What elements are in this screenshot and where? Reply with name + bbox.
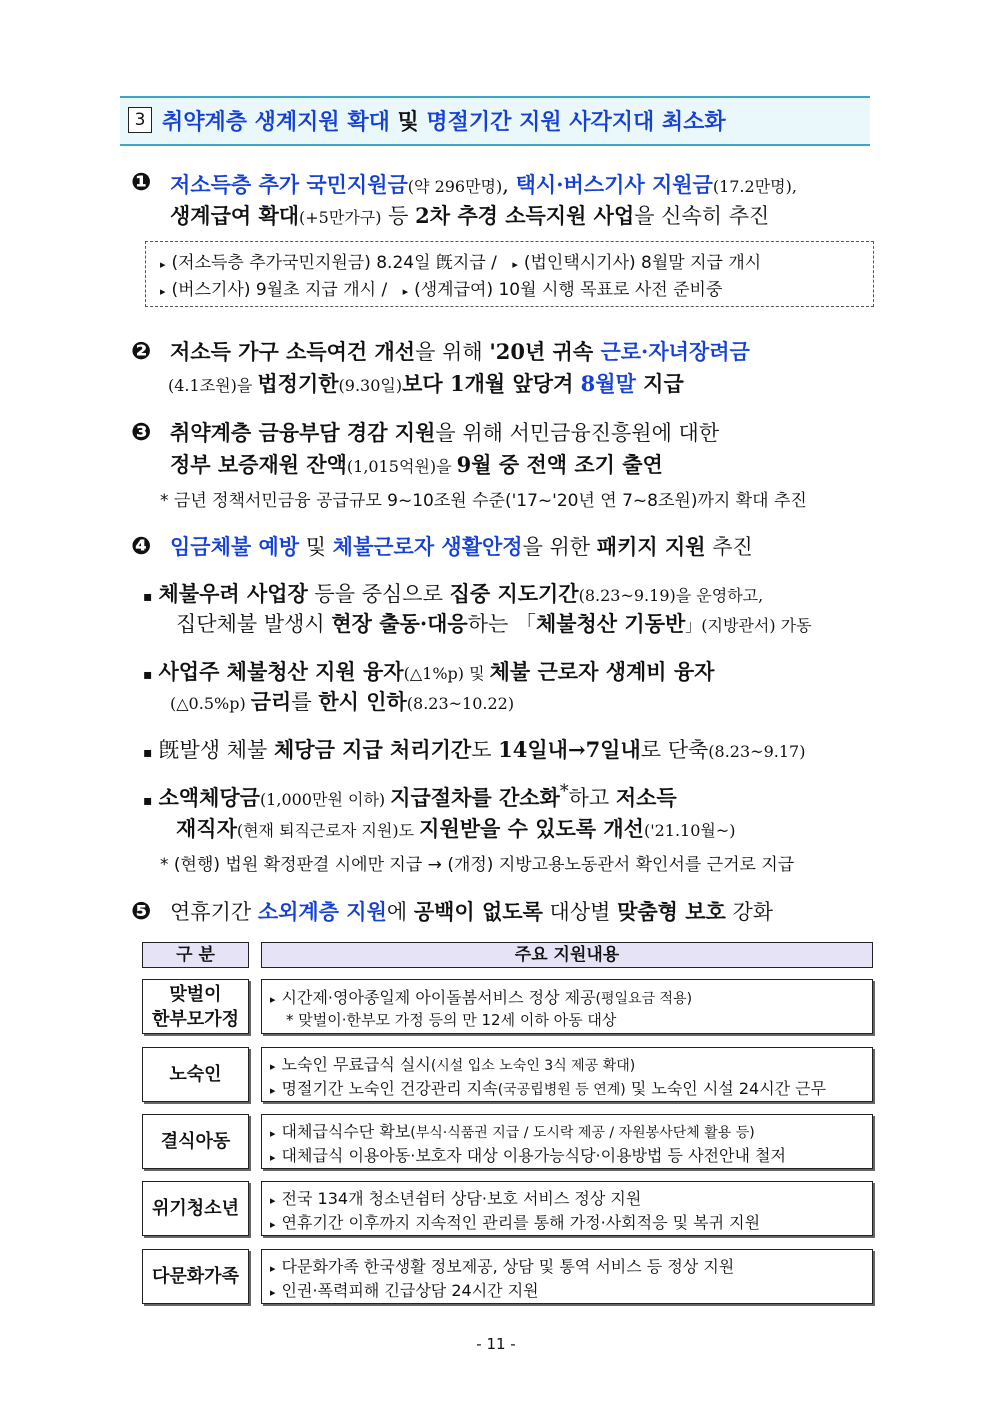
- item-2-marker: ❷: [131, 337, 152, 365]
- item-4-bullet-4-line-2: 재직자(현재 퇴직근로자 지원)도 지원받을 수 있도록 개선('21.10월~): [176, 816, 736, 841]
- section-title: 취약계층 생계지원 확대 및 명절기간 지원 사각지대 최소화: [162, 110, 726, 135]
- detail-row: ▸ (저소득층 추가국민지원금) 8.24일 旣지급 / ▸ (법인택시기사) 8월말 지급 개시: [160, 253, 762, 273]
- item-4-marker: ❹: [131, 532, 152, 560]
- section-number: 3: [128, 107, 152, 133]
- item-4-note: * (현행) 법원 확정판결 시에만 지급 → (개정) 지방고용노동관서 확인서를 근거로 지급: [160, 855, 795, 875]
- item-5-title: 연휴기간 소외계층 지원에 공백이 없도록 대상별 맞춤형 보호 강화: [170, 899, 774, 924]
- table-row-content: ▸ 전국 134개 청소년쉼터 상담·보호 서비스 정상 지원 ▸ 연휴기간 이후까지 지속적인 관리를 통해 가정·사회적응 및 복귀 지원: [261, 1181, 873, 1236]
- item-4-bullet-3: ▪ 旣발생 체불 체당금 지급 처리기간도 14일내→7일내로 단축(8.23~9.17): [143, 737, 806, 762]
- detail-row: ▸ (버스기사) 9월초 지급 개시 / ▸ (생계급여) 10월 시행 목표로 사전 준비중: [160, 280, 723, 300]
- item-4-bullet-2-line-1: ▪ 사업주 체불청산 지원 융자(△1%p) 및 체불 근로자 생계비 융자: [143, 659, 715, 684]
- item-3-marker: ❸: [131, 418, 152, 446]
- item-2-line-1: 저소득 가구 소득여건 개선을 위해 '20년 귀속 근로·자녀장려금: [170, 339, 750, 364]
- item-1-line-2: 생계급여 확대(+5만가구) 등 2차 추경 소득지원 사업을 신속히 추진: [170, 203, 770, 228]
- table-row-content: ▸ 노숙인 무료급식 실시(시설 입소 노숙인 3식 제공 확대) ▸ 명절기간 노숙인 건강관리 지속(국공립병원 등 연계) 및 노숙인 시설 24시간 근무: [261, 1047, 873, 1102]
- table-row-content: ▸ 다문화가족 한국생활 정보제공, 상담 및 통역 서비스 등 정상 지원 ▸ 인권·폭력피해 긴급상담 24시간 지원: [261, 1249, 873, 1304]
- category-multicultural-family: 다문화가족: [142, 1249, 249, 1304]
- item-4-title: 임금체불 예방 및 체불근로자 생활안정을 위한 패키지 지원 추진: [170, 534, 753, 559]
- category-dual-income-single-parent: 맞벌이 한부모가정: [142, 979, 249, 1034]
- table-row-content: ▸ 대체급식수단 확보(부식·식품권 지급 / 도시락 제공 / 자원봉사단체 활용 등) ▸ 대체급식 이용아동·보호자 대상 이용가능식당·이용방법 등 사전안내 철저: [261, 1114, 873, 1169]
- item-5-marker: ❺: [131, 897, 152, 925]
- item-4-bullet-4-line-1: ▪ 소액체당금(1,000만원 이하) 지급절차를 간소화*하고 저소득: [143, 782, 677, 810]
- item-3-line-1: 취약계층 금융부담 경감 지원을 위해 서민금융진흥원에 대한: [170, 420, 720, 445]
- table-row-content: ▸ 시간제·영아종일제 아이돌봄서비스 정상 제공(평일요금 적용) * 맞벌이·한부모 가정 등의 만 12세 이하 아동 대상: [261, 979, 873, 1034]
- table-header-content: 주요 지원내용: [261, 942, 873, 968]
- category-youth-at-risk: 위기청소년: [142, 1181, 249, 1236]
- item-1-detail-box: [145, 241, 874, 307]
- item-4-bullet-1-line-2: 집단체불 발생시 현장 출동·대응하는 「체불청산 기동반」(지방관서) 가동: [176, 611, 812, 636]
- item-4-bullet-1-line-1: ▪ 체불우려 사업장 등을 중심으로 집중 지도기간(8.23~9.19)을 운영하고,: [143, 581, 764, 606]
- item-3-note: * 금년 정책서민금융 공급규모 9~10조원 수준('17~'20년 연 7~8조원)까지 확대 추진: [160, 491, 807, 511]
- item-2-line-2: (4.1조원)을 법정기한(9.30일)보다 1개월 앞당겨 8월말 지급: [168, 371, 684, 396]
- section-header: [120, 96, 870, 146]
- table-header-category: 구 분: [142, 942, 249, 968]
- page-number: - 11 -: [476, 1335, 516, 1353]
- item-1-line-1: 저소득층 추가 국민지원금(약 296만명), 택시·버스기사 지원금(17.2만명),: [170, 172, 797, 197]
- category-undernourished-children: 결식아동: [142, 1114, 249, 1169]
- item-3-line-2: 정부 보증재원 잔액(1,015억원)을 9월 중 전액 조기 출연: [170, 452, 663, 477]
- item-1-marker: ❶: [131, 168, 152, 196]
- item-4-bullet-2-line-2: (△0.5%p) 금리를 한시 인하(8.23~10.22): [170, 689, 515, 714]
- category-homeless: 노숙인: [142, 1047, 249, 1102]
